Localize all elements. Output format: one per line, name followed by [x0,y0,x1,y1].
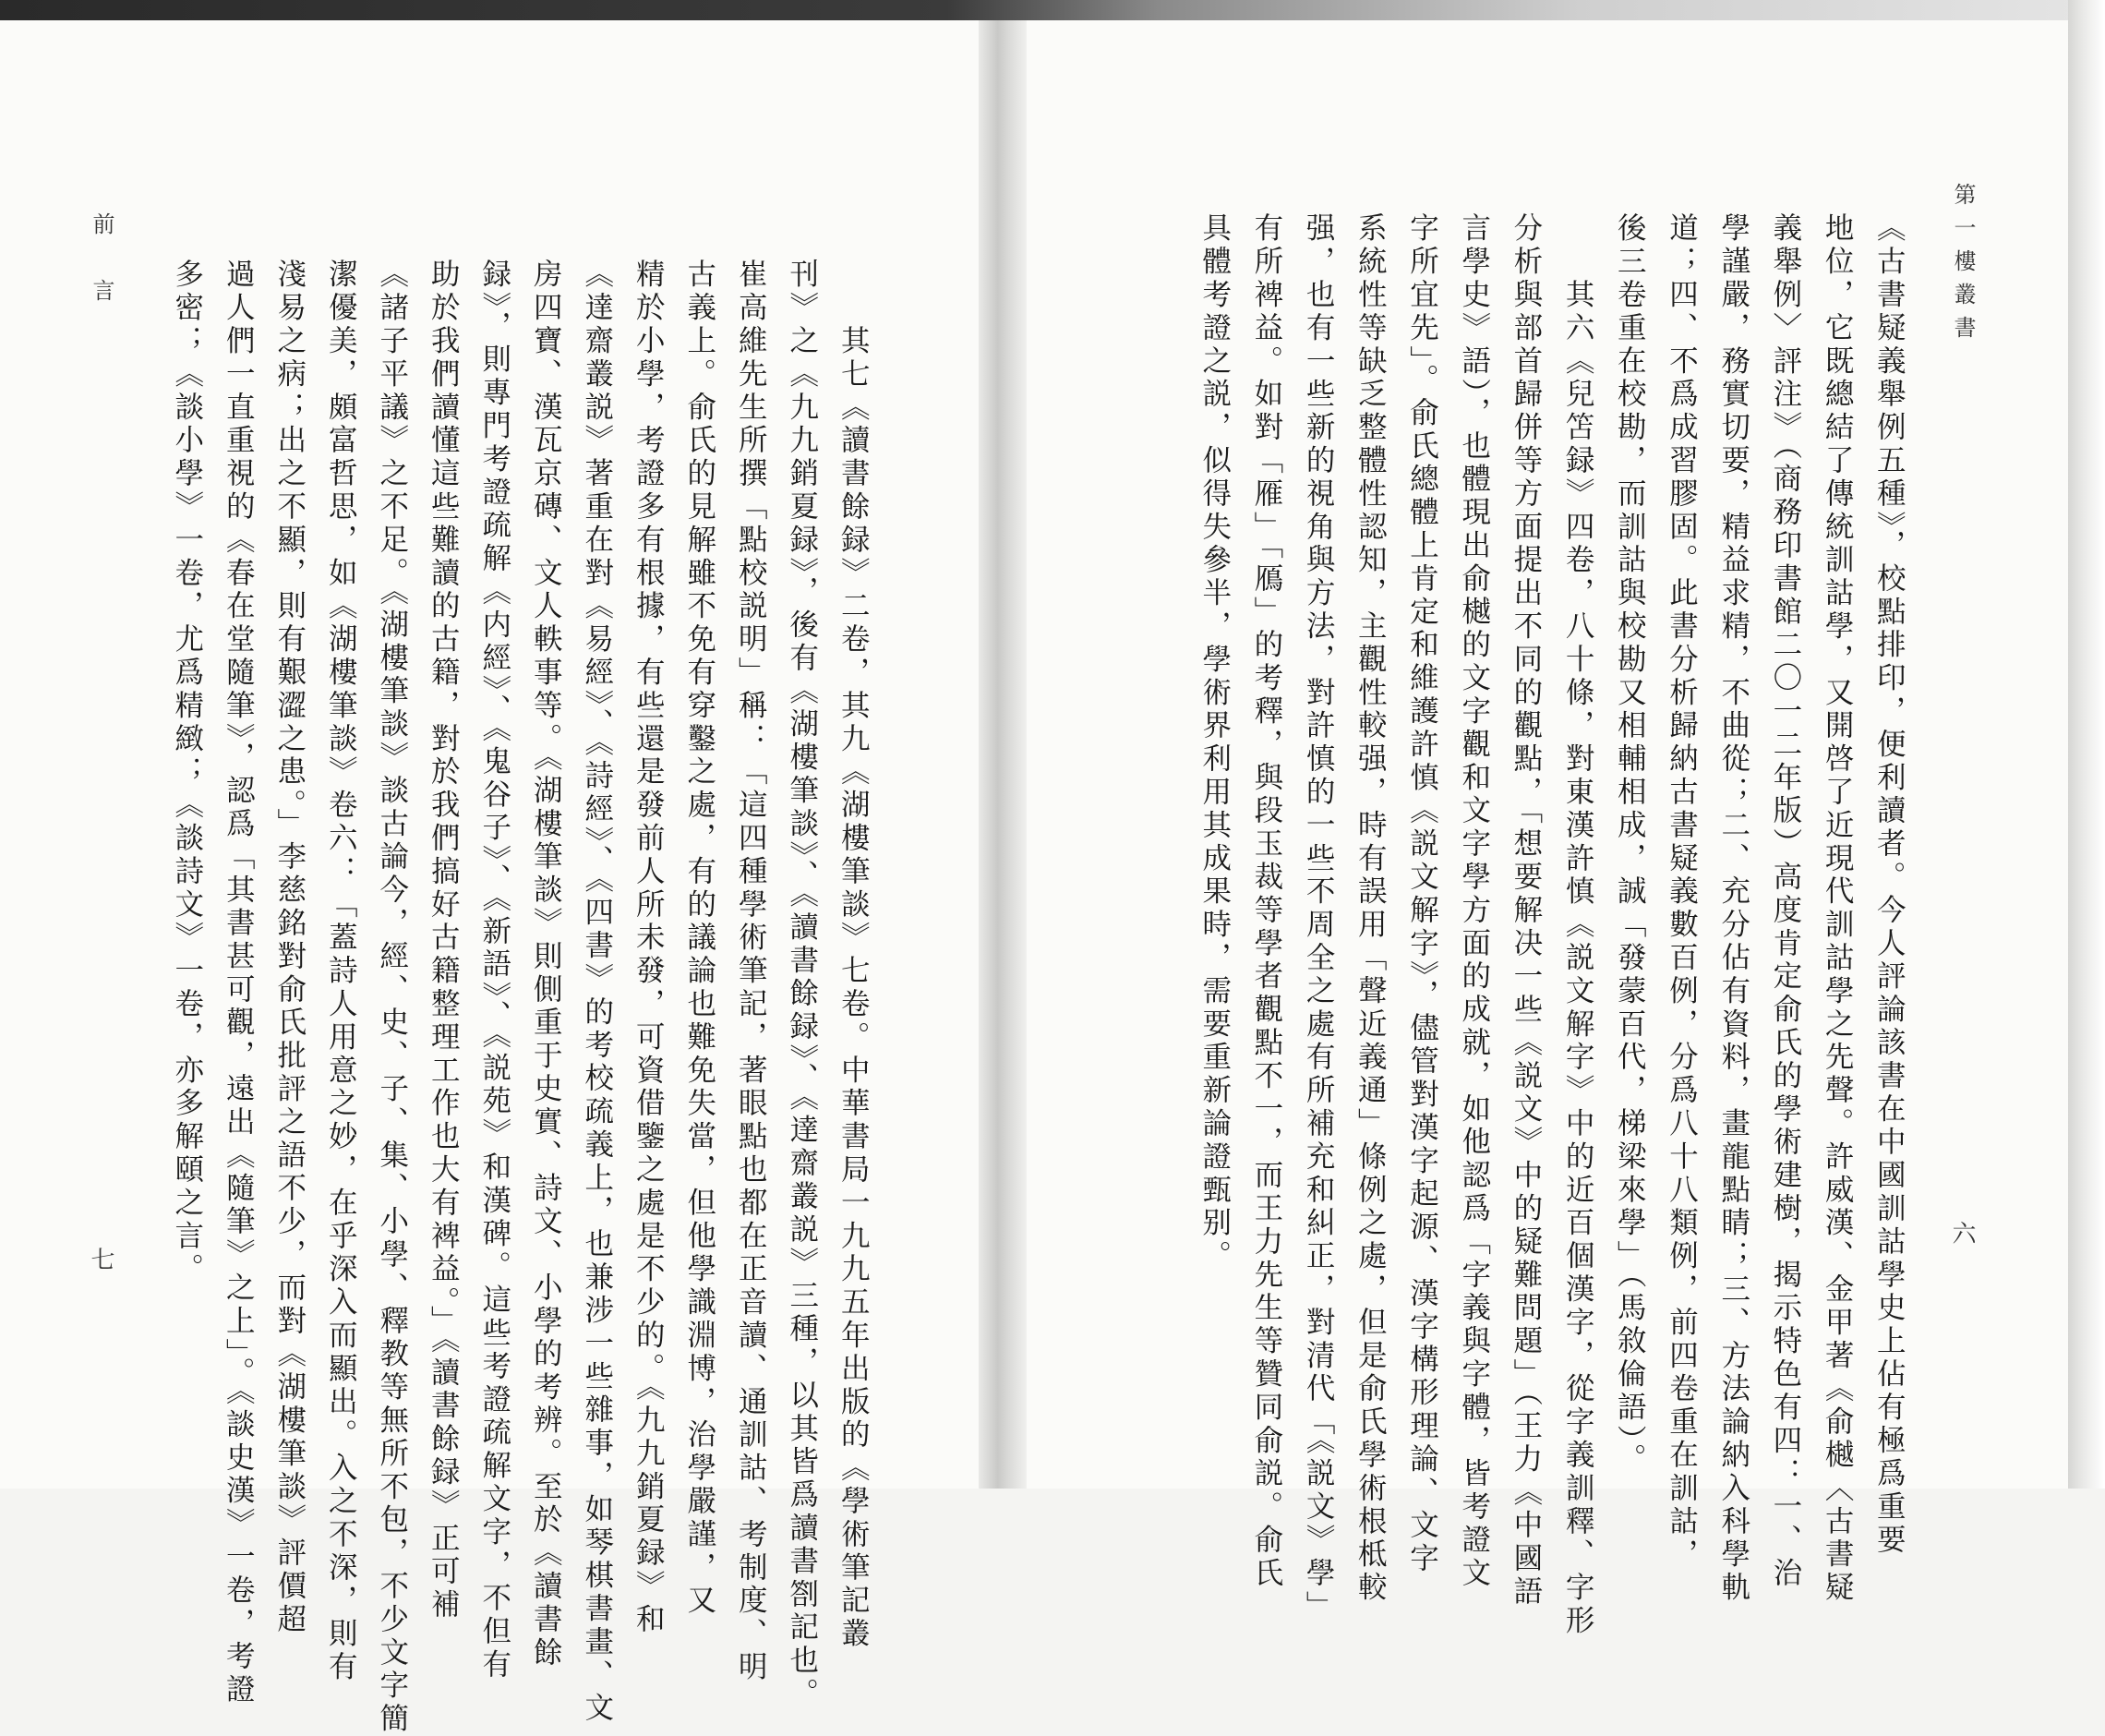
text-line: 有所裨益。如對「雁」「鴈」的考釋，與段玉裁等學者觀點不一，而王力先生等贊同俞説。俞氏 [1249,212,1283,1591]
text-line: 助於我們讀懂這些難讀的古籍，對於我們搞好古籍整理工作也大有裨益。」《讀書餘録》正可補 [427,259,461,1622]
text-line: 地位，它既總結了傳統訓詁學，又開啓了近現代訓詁學之先聲。許威漢、金甲著《俞樾〈古書疑 [1821,212,1855,1605]
text-line: 其七《讀書餘録》二卷，其九《湖樓筆談》七卷。中華書局一九九五年出版的《學術筆記叢 [836,259,871,1651]
text-line: 其六《兒笘録》四卷，八十條，對東漢許慎《説文解字》中的近百個漢字，從字義訓釋、字形 [1561,212,1595,1638]
text-line: 房四寶、漢瓦京磚、文人軼事等。《湖樓筆談》則側重于史實、詩文、小學的考辨。至於《讀書餘 [529,259,563,1670]
text-line: 録》，則專門考證疏解《内經》、《鬼谷子》、《新語》、《説苑》和漢碑。這些考證疏解文字，不但有 [477,259,511,1682]
text-line: 學謹嚴，務實切要，精益求精，不曲從；二、充分佔有資料，畫龍點睛；三、方法論納入科學軌 [1716,212,1750,1605]
right-page-folio: 六 [1948,1221,1976,1245]
left-page-folio: 七 [87,1247,114,1271]
text-line: 言學史》語），也體現出俞樾的文字觀和文字學方面的成就，如他認爲「字義與字體，皆考證文 [1457,212,1491,1591]
text-line: 道；四、不爲成習膠固。此書分析歸納古書疑義數百例，分爲八十八類例，前四卷重在訓詁， [1665,212,1699,1572]
scan-edge-shadow [0,0,2105,20]
text-line: 字所宜先」。俞氏總體上肯定和維護許慎《説文解字》，儘管對漢字起源、漢字構形理論、文字 [1405,212,1439,1576]
text-line: 過人們一直重視的《春在堂隨筆》，認爲「其書甚可觀，遠出《隨筆》之上」。《談史漢》一卷，考證 [222,259,256,1707]
text-line: 分析與部首歸併等方面提出不同的觀點，「想要解决一些《説文》中的疑難問題」（王力《中國語 [1509,212,1543,1609]
text-line: 後三卷重在校勘，而訓詁與校勘又相輔相成，誠「發蒙百代，梯梁來學」（馬敘倫語）。 [1613,212,1647,1477]
book-gutter [979,20,1027,1489]
text-line: 潔優美，頗富哲思，如《湖樓筆談》卷六：「蓋詩人用意之妙，在乎深入而顯出。入之不深，則有 [324,259,358,1684]
text-line: 系統性等缺乏整體性認知，主觀性較强，時有誤用「聲近義通」條例之處，但是俞氏學術根柢較 [1353,212,1388,1605]
text-line: 《諸子平議》之不足。《湖樓筆談》談古論今，經、史、子、集、小學、釋教等無所不包，不少文字簡 [375,259,409,1736]
text-line: 具體考證之説，似得失參半，學術界利用其成果時，需要重新論證甄别。 [1197,212,1232,1273]
right-page-header-label: 第一樓叢書 [1950,183,1976,349]
text-line: 《達齋叢説》著重在對《易經》、《詩經》、《四書》的考校疏義上，也兼涉一些雜事，如琴棋書畫、文 [580,259,614,1726]
left-page-footer-label: 前 言 [89,212,114,312]
scan-right-edge [2068,0,2105,1489]
text-line: 强，也有一些新的視角與方法，對許慎的一些不周全之處有所補充和糾正，對清代「《説文》學」 [1302,212,1336,1623]
text-line: 精於小學，考證多有根據，有些還是發前人所未發，可資借鑒之處是不少的。《九九銷夏録》和 [632,259,666,1637]
text-line: 義舉例〉評注》（商務印書館二〇一二年版）高度肯定俞氏的學術建樹，揭示特色有四：一、治 [1768,212,1802,1591]
text-line: 古義上。俞氏的見解雖不免有穿鑿之處，有的議論也難免失當，但他學識淵博，治學嚴謹，又 [682,259,716,1618]
left-page [0,20,979,1736]
text-line: 崔高維先生所撰「點校説明」稱：「這四種學術筆記，著眼點也都在正音讀、通訓詁、考制度、明 [734,259,768,1684]
text-line: 刊》之《九九銷夏録》，後有《湖樓筆談》、《讀書餘録》、《達齋叢説》三種，以其皆爲讀書劄記也。 [785,259,819,1711]
text-line: 《古書疑義舉例五種》，校點排印，便利讀者。今人評論該書在中國訓詁學史上佔有極爲重要 [1872,212,1907,1558]
text-line: 多密；《談小學》一卷，尤爲精緻；《談詩文》一卷，亦多解頤之言。 [170,259,204,1286]
text-line: 淺易之病；出之不顯，則有艱澀之患。」李慈銘對俞氏批評之語不少，而對《湖樓筆談》評價超 [272,259,307,1637]
right-page [1027,20,2068,1638]
